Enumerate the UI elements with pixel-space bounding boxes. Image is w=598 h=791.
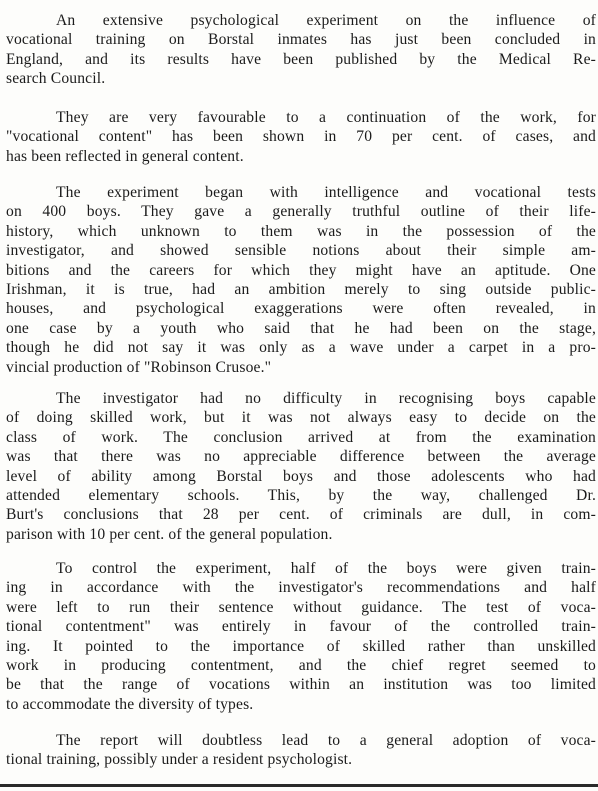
text-line: vincial production of "Robinson Crusoe." xyxy=(6,358,272,376)
text-line: houses, and psychological exaggerations were often revealed, in xyxy=(6,300,596,318)
text-line: "vocational content" has been shown in 70 per cent. of cases, and xyxy=(6,128,596,146)
paragraph-5 xyxy=(6,559,596,714)
text-line: ing in accordance with the investigator's recommendations and half xyxy=(6,579,596,597)
paragraph-4 xyxy=(6,389,596,544)
text-line: bitions and the careers for which they might have an aptitude. One xyxy=(6,261,596,279)
text-line: class of work. The conclusion arrived at from the examination xyxy=(6,428,596,446)
text-line: parison with 10 per cent. of the general population. xyxy=(6,525,333,543)
text-line: tional training, possibly under a resident psychologist. xyxy=(6,751,353,769)
paragraph-2 xyxy=(6,108,596,166)
text-line: attended elementary schools. This, by the way, challenged Dr. xyxy=(6,486,596,504)
text-line: on 400 boys. They gave a generally truthful outline of their life- xyxy=(6,203,596,221)
text-line: level of ability among Borstal boys and those adolescents who had xyxy=(6,467,596,485)
text-line: They are very favourable to a continuation of the work, for xyxy=(56,109,596,126)
text-line: has been reflected in general content. xyxy=(6,147,244,165)
text-line: To control the experiment, half of the boys were given train- xyxy=(56,560,596,577)
text-line: England, and its results have been published by the Medical Re- xyxy=(6,50,596,68)
text-line: work in producing contentment, and the chief regret seemed to xyxy=(6,656,596,674)
text-line: Irishman, it is true, had an ambition merely to sing outside public- xyxy=(6,280,596,298)
text-line: history, which unknown to them was in the possession of the xyxy=(6,222,596,240)
text-line: The investigator had no difficulty in recognising boys capable xyxy=(56,390,596,407)
text-line: An extensive psychological experiment on the influence of xyxy=(56,12,596,29)
text-line: be that the range of vocations within an institution was too limited xyxy=(6,676,596,694)
text-line: to accommodate the diversity of types. xyxy=(6,695,254,713)
text-line: was that there was no appreciable difference between the average xyxy=(6,448,596,466)
text-line: though he did not say it was only as a wave under a carpet in a pro- xyxy=(6,339,596,357)
text-line: investigator, and showed sensible notions about their simple am- xyxy=(6,242,596,260)
text-line: The experiment began with intelligence and vocational tests xyxy=(56,184,596,201)
text-line: were left to run their sentence without guidance. The test of voca- xyxy=(6,598,596,616)
text-line: of doing skilled work, but it was not always easy to decide on the xyxy=(6,409,596,427)
text-line: one case by a youth who said that he had been on the stage, xyxy=(6,319,596,337)
paragraph-1 xyxy=(6,11,596,89)
bottom-rule xyxy=(0,784,598,787)
text-line: ing. It pointed to the importance of skilled rather than unskilled xyxy=(6,637,596,655)
text-line: search Council. xyxy=(6,70,106,88)
text-line: The report will doubtless lead to a general adoption of voca- xyxy=(56,732,596,749)
paragraph-6 xyxy=(6,731,596,770)
text-line: tional contentment" was entirely in favour of the controlled train- xyxy=(6,618,596,636)
paragraph-3 xyxy=(6,183,596,377)
text-line: Burt's conclusions that 28 per cent. of criminals are dull, in com- xyxy=(6,506,596,524)
text-line: vocational training on Borstal inmates has just been concluded in xyxy=(6,31,596,49)
